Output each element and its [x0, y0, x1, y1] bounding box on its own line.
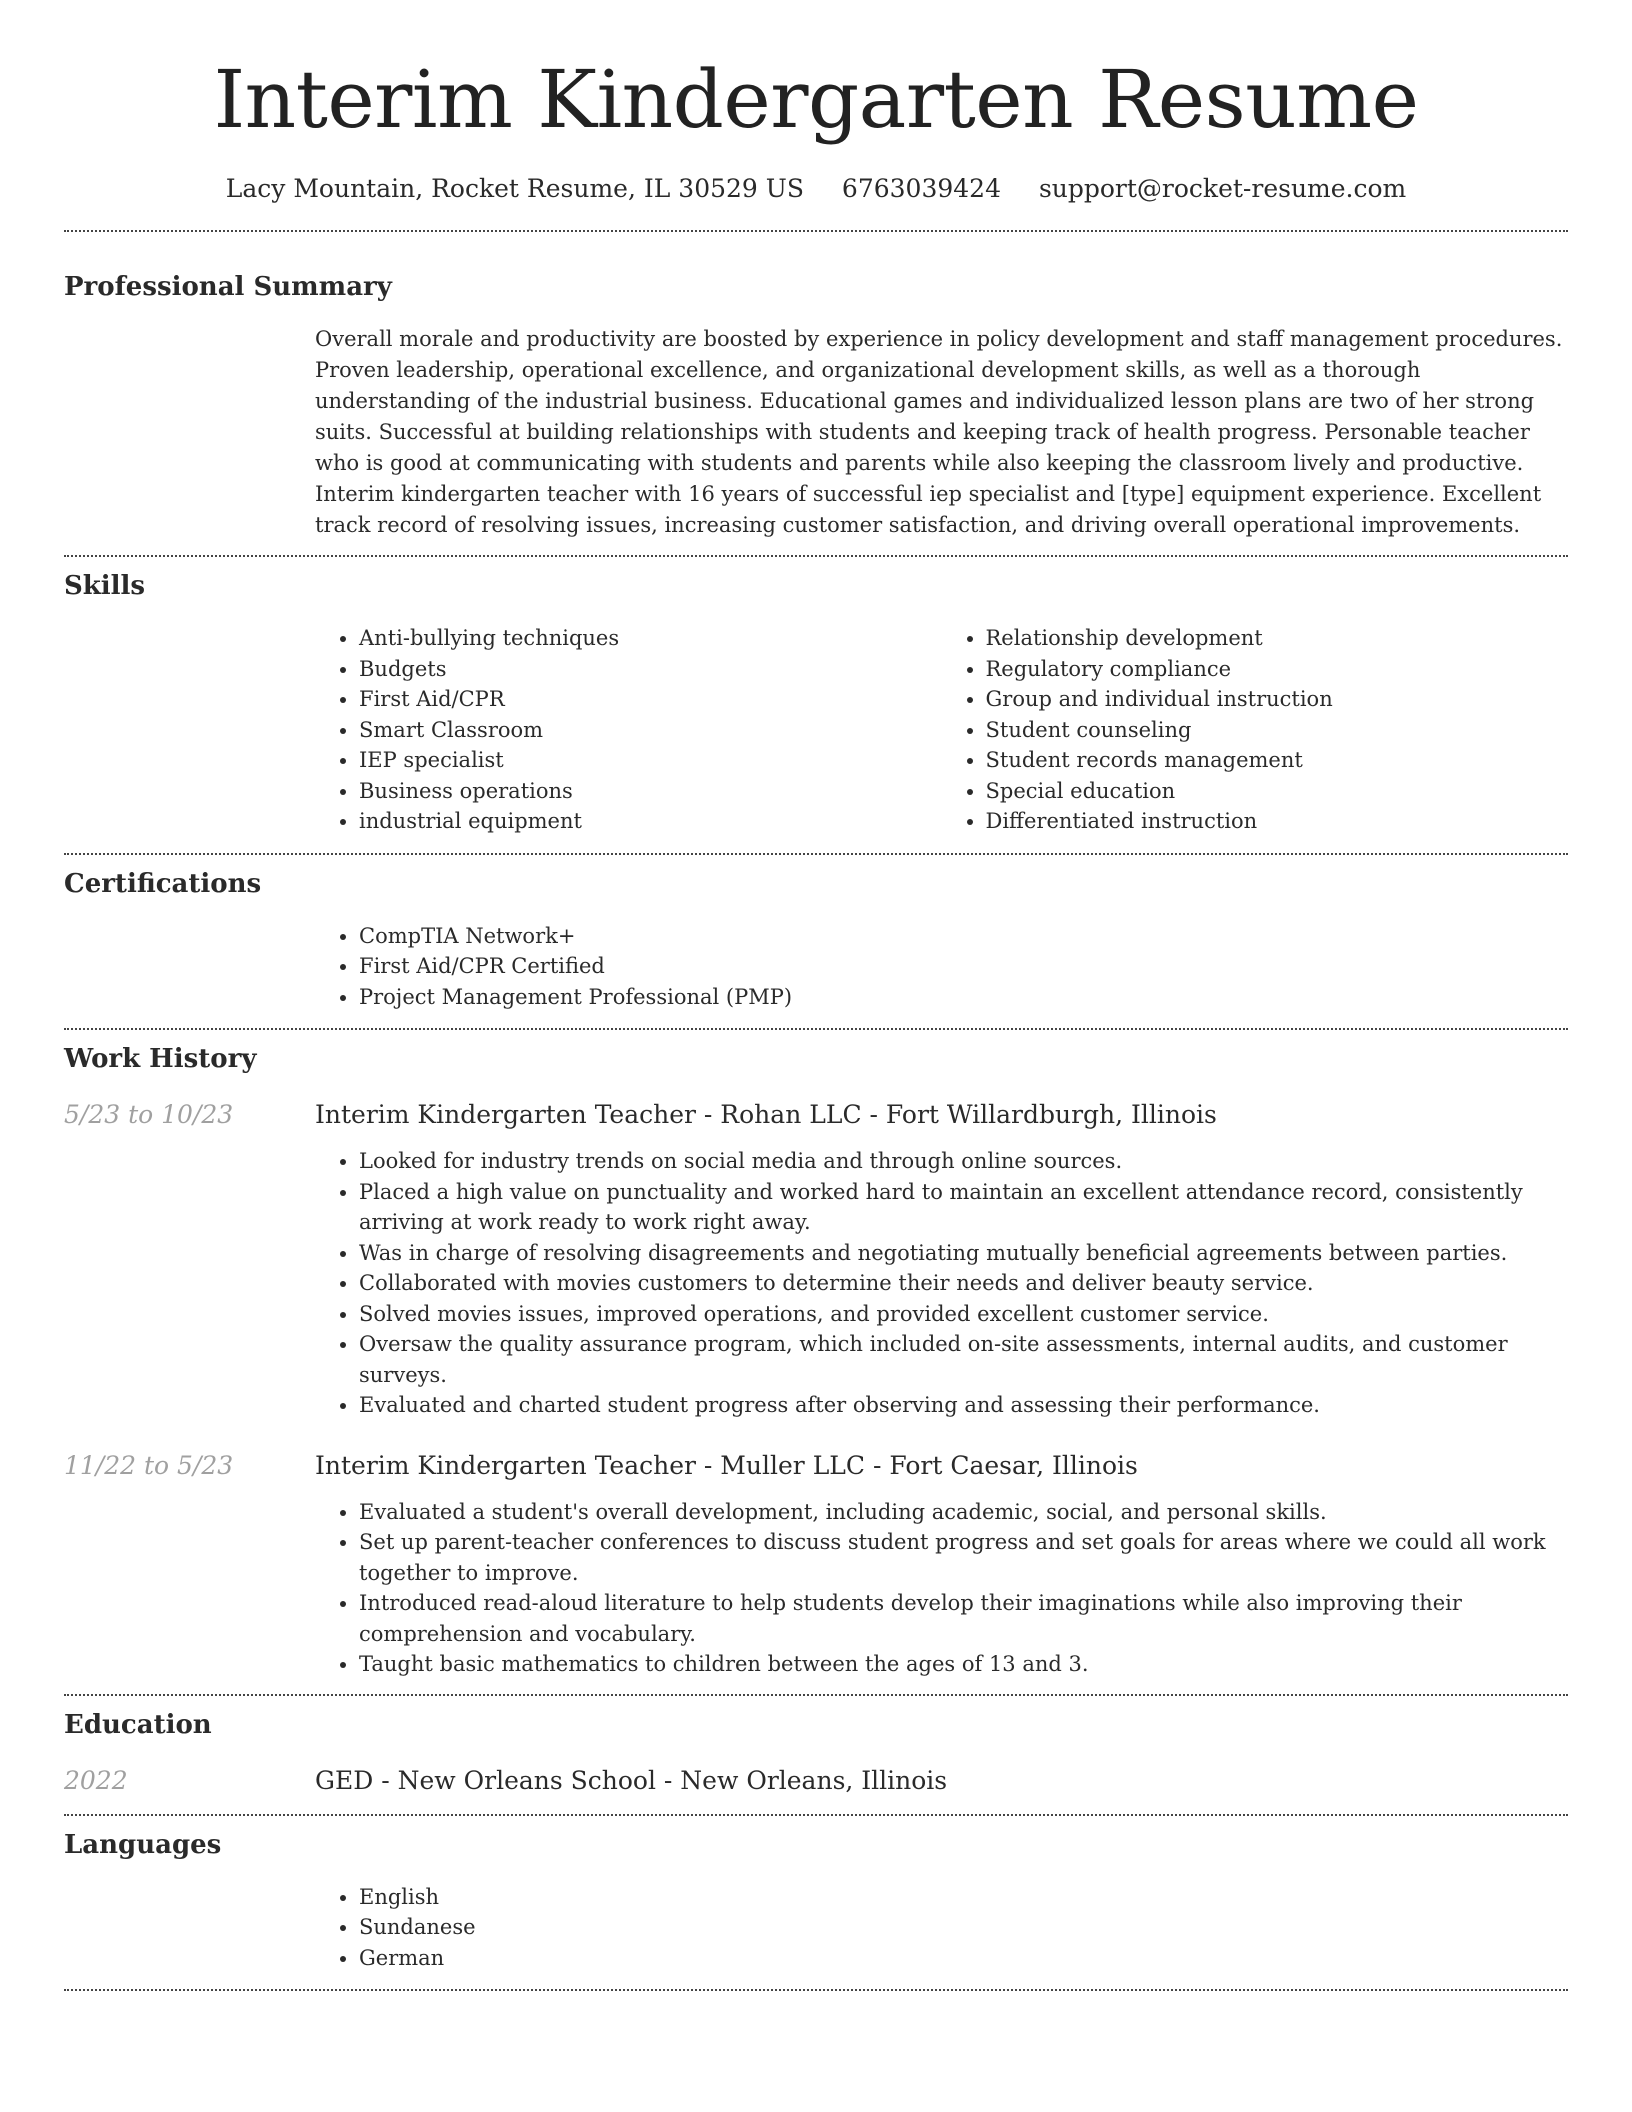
job-entry: [64, 1098, 1568, 1421]
list-item: • Looked for industry trends on social media and through online sources.: [359, 1146, 1568, 1177]
education-degree: GED - New Orleans School - New Orleans, Illinois: [315, 1765, 948, 1795]
skills-section: [64, 557, 1568, 853]
list-item: • Special education: [986, 776, 1569, 807]
list-item: • Project Management Professional (PMP): [359, 982, 1568, 1013]
job-title: Interim Kindergarten Teacher - Muller LLC - Fort Caesar, Illinois: [315, 1450, 1138, 1480]
resume-title: Interim Kindergarten Resume: [213, 53, 1419, 146]
section-title-summary: Professional Summary: [64, 272, 392, 302]
job-date: 5/23 to 10/23: [64, 1100, 234, 1129]
languages-content: [315, 1882, 1568, 1974]
contact-email: support@rocket-resume.com: [1038, 174, 1407, 203]
list-item: • Evaluated and charted student progress after observing and assessing their performance.: [359, 1390, 1568, 1421]
job-bullets: [315, 1146, 1568, 1421]
languages-section: [64, 1816, 1568, 1990]
summary-text: Overall morale and productivity are boosted by experience in policy development and staff management procedures. Proven leadership, operational excellence, and organizational development skills, as well as a thorough understanding of the industrial business. Educational games and individualized lesson plans are two of her strong suits. Successful at building relationships with students and keeping track of health progress. Personable teacher who is good at communicating with students and parents while also keeping the classroom lively and productive. Interim kindergarten teacher with 16 years of successful iep specialist and [type] equipment experience. Excellent track record of resolving issues, increasing customer satisfaction, and driving overall operational improvements.: [315, 327, 1563, 537]
list-item: • Relationship development: [986, 623, 1569, 654]
certifications-content: [315, 921, 1568, 1013]
list-item: • Was in charge of resolving disagreements and negotiating mutually beneficial agreements between parties.: [359, 1238, 1568, 1269]
list-item: • Evaluated a student's overall development, including academic, social, and personal skills.: [359, 1497, 1568, 1528]
education-entry: [64, 1764, 1568, 1798]
certifications-section: [64, 855, 1568, 1029]
job-date: 11/22 to 5/23: [64, 1450, 234, 1480]
list-item: • Student counseling: [986, 715, 1569, 746]
job-header: [64, 1449, 1568, 1483]
list-item: • Business operations: [359, 776, 942, 807]
education-section: [64, 1696, 1568, 1814]
list-item: • First Aid/CPR Certified: [359, 951, 1568, 982]
work-history-section: [64, 1030, 1568, 1694]
job-header: [64, 1098, 1568, 1132]
summary-content: [315, 324, 1568, 541]
list-item: • Oversaw the quality assurance program, which included on-site assessments, internal audits, and customer surveys.: [359, 1329, 1568, 1390]
skills-grid: [315, 623, 1568, 837]
job-title: Interim Kindergarten Teacher - Rohan LLC - Fort Willardburgh, Illinois: [315, 1100, 1217, 1129]
list-item: • Placed a high value on punctuality and worked hard to maintain an excellent attendance record, consistently arriving at work ready to work right away.: [359, 1177, 1568, 1238]
list-item: • Differentiated instruction: [986, 806, 1569, 837]
education-date: 2022: [64, 1765, 128, 1795]
list-item: • Group and individual instruction: [986, 684, 1569, 715]
contact-phone: 6763039424: [841, 174, 1001, 203]
languages-list: [315, 1882, 1568, 1974]
job-bullet-list: [315, 1497, 1568, 1680]
certifications-list: [315, 921, 1568, 1013]
contact-address: Lacy Mountain, Rocket Resume, IL 30529 US: [225, 174, 804, 203]
list-item: • Solved movies issues, improved operations, and provided excellent customer service.: [359, 1299, 1568, 1330]
list-item: • English: [359, 1882, 1568, 1913]
list-item: • Sundanese: [359, 1912, 1568, 1943]
section-title-languages: Languages: [64, 1829, 222, 1860]
skills-list-left: [315, 623, 942, 837]
list-item: • Regulatory compliance: [986, 654, 1569, 685]
section-title-certifications: Certifications: [64, 868, 262, 899]
list-item: • Smart Classroom: [359, 715, 942, 746]
list-item: • Set up parent-teacher conferences to discuss student progress and set goals for areas where we could all work together to improve.: [359, 1527, 1568, 1588]
list-item: • Student records management: [986, 745, 1569, 776]
job-entry: [64, 1449, 1568, 1680]
job-bullets: [315, 1497, 1568, 1680]
skills-list-right: [942, 623, 1569, 837]
list-item: • IEP specialist: [359, 745, 942, 776]
list-item: • Taught basic mathematics to children between the ages of 13 and 3.: [359, 1649, 1568, 1680]
job-bullet-list: [315, 1146, 1568, 1421]
list-item: • Budgets: [359, 654, 942, 685]
section-title-skills: Skills: [64, 571, 146, 601]
list-item: • Anti-bullying techniques: [359, 623, 942, 654]
summary-section: [64, 232, 1568, 555]
list-item: • CompTIA Network+: [359, 921, 1568, 952]
list-item: • First Aid/CPR: [359, 684, 942, 715]
list-item: • Introduced read-aloud literature to help students develop their imaginations while also improving their comprehension and vocabulary.: [359, 1588, 1568, 1649]
section-title-education: Education: [64, 1709, 212, 1740]
list-item: • German: [359, 1943, 1568, 1974]
list-item: • industrial equipment: [359, 806, 942, 837]
divider: [64, 1989, 1568, 1991]
section-title-work-history: Work History: [64, 1044, 257, 1074]
list-item: • Collaborated with movies customers to determine their needs and deliver beauty service.: [359, 1268, 1568, 1299]
contact-line: [64, 172, 1568, 206]
